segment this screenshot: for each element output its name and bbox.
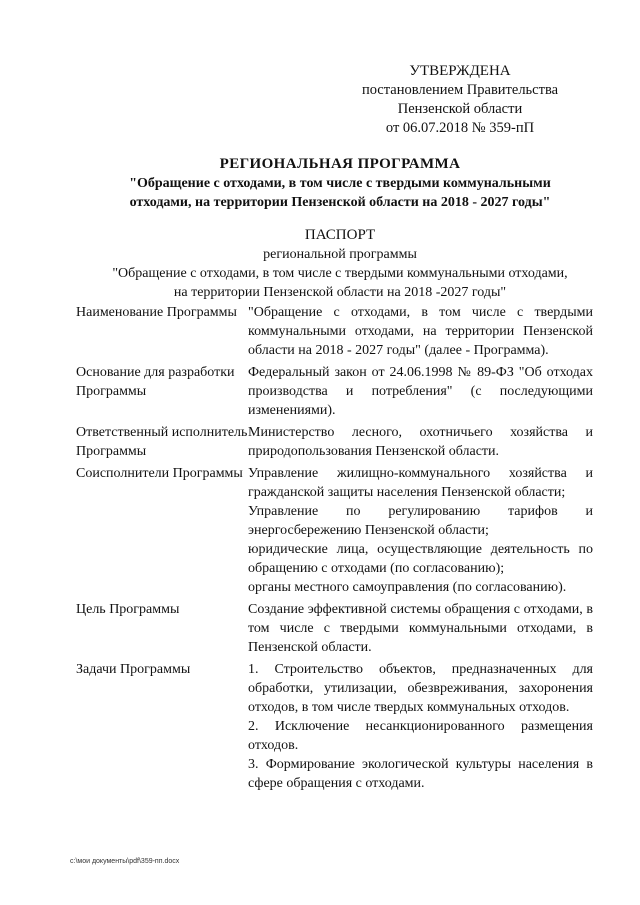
row-value	[248, 363, 593, 420]
approval-date-number: от 06.07.2018 № 359-пП	[385, 120, 535, 136]
passport-row	[76, 600, 596, 657]
row-value	[248, 303, 593, 360]
row-value-paragraph: Управление жилищно-коммунального хозяйства и гражданской защиты населения Пензенской области;	[248, 466, 593, 500]
approval-heading: УТВЕРЖДЕНА	[409, 63, 511, 79]
program-title-line: "Обращение с отходами, в том числе с твердыми коммунальными	[129, 176, 551, 191]
passport-row	[76, 423, 596, 461]
row-value-paragraph: "Обращение с отходами, в том числе с твердыми коммунальными отходами, на территории Пензенской области на 2018 - 2027 годы" (далее - Программа).	[248, 305, 593, 358]
row-value	[248, 600, 593, 657]
row-value-paragraph: органы местного самоуправления (по согласованию).	[248, 580, 567, 595]
approval-block	[330, 62, 590, 138]
row-value	[248, 464, 593, 597]
program-title	[60, 155, 620, 212]
passport-subheading: региональной программы	[263, 247, 417, 262]
row-value-paragraph: 1. Строительство объектов, предназначенных для обработки, утилизации, обезвреживания, захоронения отходов, в том числе твердых коммунальных отходов.	[248, 662, 593, 715]
approval-line: Пензенской области	[397, 101, 523, 117]
passport-row	[76, 660, 596, 793]
row-label: Цель Программы	[76, 602, 180, 617]
passport-program-name: на территории Пензенской области на 2018 -2027 годы"	[173, 285, 507, 300]
row-label: Ответственный исполнитель Программы	[76, 425, 248, 459]
row-value-paragraph: Управление по регулированию тарифов и энергосбережению Пензенской области;	[248, 504, 593, 538]
passport-row	[76, 303, 596, 360]
row-value-paragraph: Министерство лесного, охотничьего хозяйства и природопользования Пензенской области.	[248, 425, 593, 459]
passport-row	[76, 363, 596, 420]
approval-line: постановлением Правительства	[361, 82, 559, 98]
row-value-paragraph: Создание эффективной системы обращения с отходами, в том числе с твердыми коммунальными отходами, в Пензенской области.	[248, 602, 593, 655]
file-path-footer: c:\мои документы\pdf\359-пп.docx	[70, 858, 180, 865]
row-value-paragraph: Федеральный закон от 24.06.1998 № 89-ФЗ "Об отходах производства и потребления" (с последующими изменениями).	[248, 365, 593, 418]
passport-program-name: "Обращение с отходами, в том числе с твердыми коммунальными отходами,	[112, 266, 568, 281]
passport-table	[76, 303, 596, 796]
program-title-line: отходами, на территории Пензенской области на 2018 - 2027 годы"	[129, 195, 551, 210]
row-value	[248, 423, 593, 461]
passport-row	[76, 464, 596, 597]
passport-heading-block	[60, 226, 620, 302]
row-label: Наименование Программы	[76, 305, 237, 320]
passport-heading: ПАСПОРТ	[304, 227, 376, 243]
row-value-paragraph: 2. Исключение несанкционированного размещения отходов.	[248, 719, 593, 753]
row-value-paragraph: 3. Формирование экологической культуры населения в сфере обращения с отходами.	[248, 757, 593, 791]
row-label: Основание для разработки Программы	[76, 365, 235, 399]
row-label: Задачи Программы	[76, 662, 191, 677]
row-label: Соисполнители Программы	[76, 466, 243, 481]
row-value-paragraph: юридические лица, осуществляющие деятельность по обращению с отходами (по согласованию);	[248, 542, 593, 576]
row-value	[248, 660, 593, 793]
program-title-heading: РЕГИОНАЛЬНАЯ ПРОГРАММА	[219, 156, 461, 172]
